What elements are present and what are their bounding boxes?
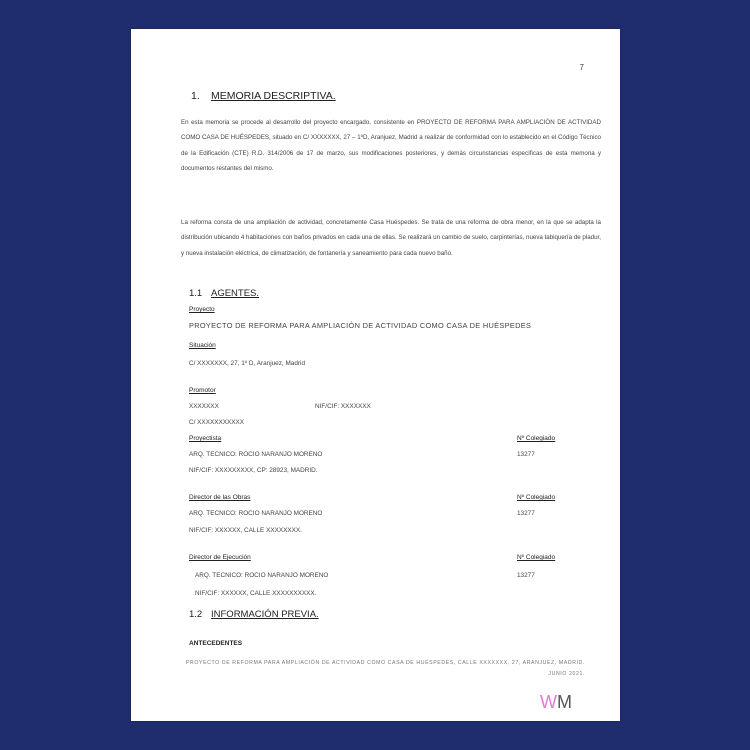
proyectista-number: 13277 bbox=[517, 451, 535, 458]
director-ejecucion-colegiado-label: Nº Colegiado bbox=[517, 554, 556, 561]
promotor-address: C/ XXXXXXXXXXX bbox=[189, 419, 245, 426]
director-ejecucion-number: 13277 bbox=[517, 572, 535, 579]
page-number: 7 bbox=[579, 63, 584, 72]
director-obras-name: ARQ. TECNICO: ROCIO NARANJO MORENO bbox=[189, 510, 323, 517]
reform-paragraph: La reforma consta de una ampliación de actividad, concretamente Casa Huéspedes. Se trata de una reforma de obra menor, en la que se adapta la distribución ubicando 4 habitaciones con baños privados en cada una de ellas. Se realizará un cambio de suelo, carpinterías, nueva tabiquería de pladur, y nueva instalación eléctrica, de climatización, de fontanería y saneamiento para cada nuevo baño. bbox=[181, 219, 601, 257]
antecedentes-heading: ANTECEDENTES bbox=[189, 640, 243, 647]
section-1-heading bbox=[191, 90, 336, 102]
situacion-value: C/ XXXXXXX, 27, 1º D, Aranjuez, Madrid bbox=[189, 360, 305, 367]
director-obras-colegiado-label: Nº Colegiado bbox=[517, 494, 556, 501]
proyectista-colegiado-label: Nº Colegiado bbox=[517, 435, 556, 442]
section-1-1-number: 1.1 bbox=[189, 288, 203, 299]
page-footer: PROYECTO DE REFORMA PARA AMPLIACIÓN DE ACTIVIDAD COMO CASA DE HUÉSPEDES, CALLE XXXXXXX, 27, ARANJUEZ, MADRID. JUNIO 2021. bbox=[185, 660, 585, 677]
promotor-nif: NIF/CIF: XXXXXXX bbox=[315, 403, 371, 410]
wm-logo bbox=[540, 692, 572, 713]
director-ejecucion-label: Director de Ejecución bbox=[189, 554, 251, 561]
document-page bbox=[131, 29, 620, 721]
promotor-label: Promotor bbox=[189, 387, 216, 394]
section-1-1-heading bbox=[189, 288, 259, 299]
director-ejecucion-nif: NIF/CIF: XXXXXX, CALLE XXXXXXXXXX. bbox=[195, 590, 317, 597]
director-obras-label: Director de las Obras bbox=[189, 494, 251, 501]
logo-letter-m: M bbox=[557, 692, 572, 712]
director-ejecucion-name: ARQ. TECNICO: ROCIO NARANJO MORENO bbox=[195, 572, 329, 579]
section-1-2-heading bbox=[189, 609, 319, 620]
section-1-2-title: INFORMACIÓN PREVIA. bbox=[211, 609, 319, 620]
director-obras-number: 13277 bbox=[517, 510, 535, 517]
proyectista-nif: NIF/CIF: XXXXXXXXX, CP: 28923, MADRID. bbox=[189, 467, 318, 474]
proyectista-name: ARQ. TECNICO: ROCIO NARANJO MORENO bbox=[189, 451, 323, 458]
situacion-label: Situación bbox=[189, 342, 216, 349]
promotor-name: XXXXXXX bbox=[189, 403, 219, 410]
proyectista-label: Proyectista bbox=[189, 435, 222, 442]
section-1-title: MEMORIA DESCRIPTIVA. bbox=[211, 90, 336, 102]
director-obras-nif: NIF/CIF: XXXXXX, CALLE XXXXXXXX. bbox=[189, 527, 302, 534]
logo-letter-w: W bbox=[540, 692, 557, 712]
section-1-2-number: 1.2 bbox=[189, 609, 203, 620]
proyecto-value: PROYECTO DE REFORMA PARA AMPLIACIÓN DE ACTIVIDAD COMO CASA DE HUÉSPEDES bbox=[189, 321, 532, 330]
intro-paragraph: En esta memoria se procede al desarrollo del proyecto encargado, consistente en PROYECTO DE REFORMA PARA AMPLIACIÓN DE ACTIVIDAD COMO CASA DE HUÉSPEDES, situado en C/ XXXXXXX, 27 – 1ºD, Aranjuez, Madrid a realizar de conformidad con lo establecido en el Código Técnico de la Edificación (CTE) R.D. 314/2006 de 17 de marzo, sus modificaciones posteriores, y demás circunstancias específicas de esta memoria y documentos restantes del mismo. bbox=[181, 119, 601, 172]
section-1-1-title: AGENTES. bbox=[211, 288, 260, 299]
section-1-number: 1. bbox=[191, 90, 200, 102]
proyecto-label: Proyecto bbox=[189, 306, 215, 313]
